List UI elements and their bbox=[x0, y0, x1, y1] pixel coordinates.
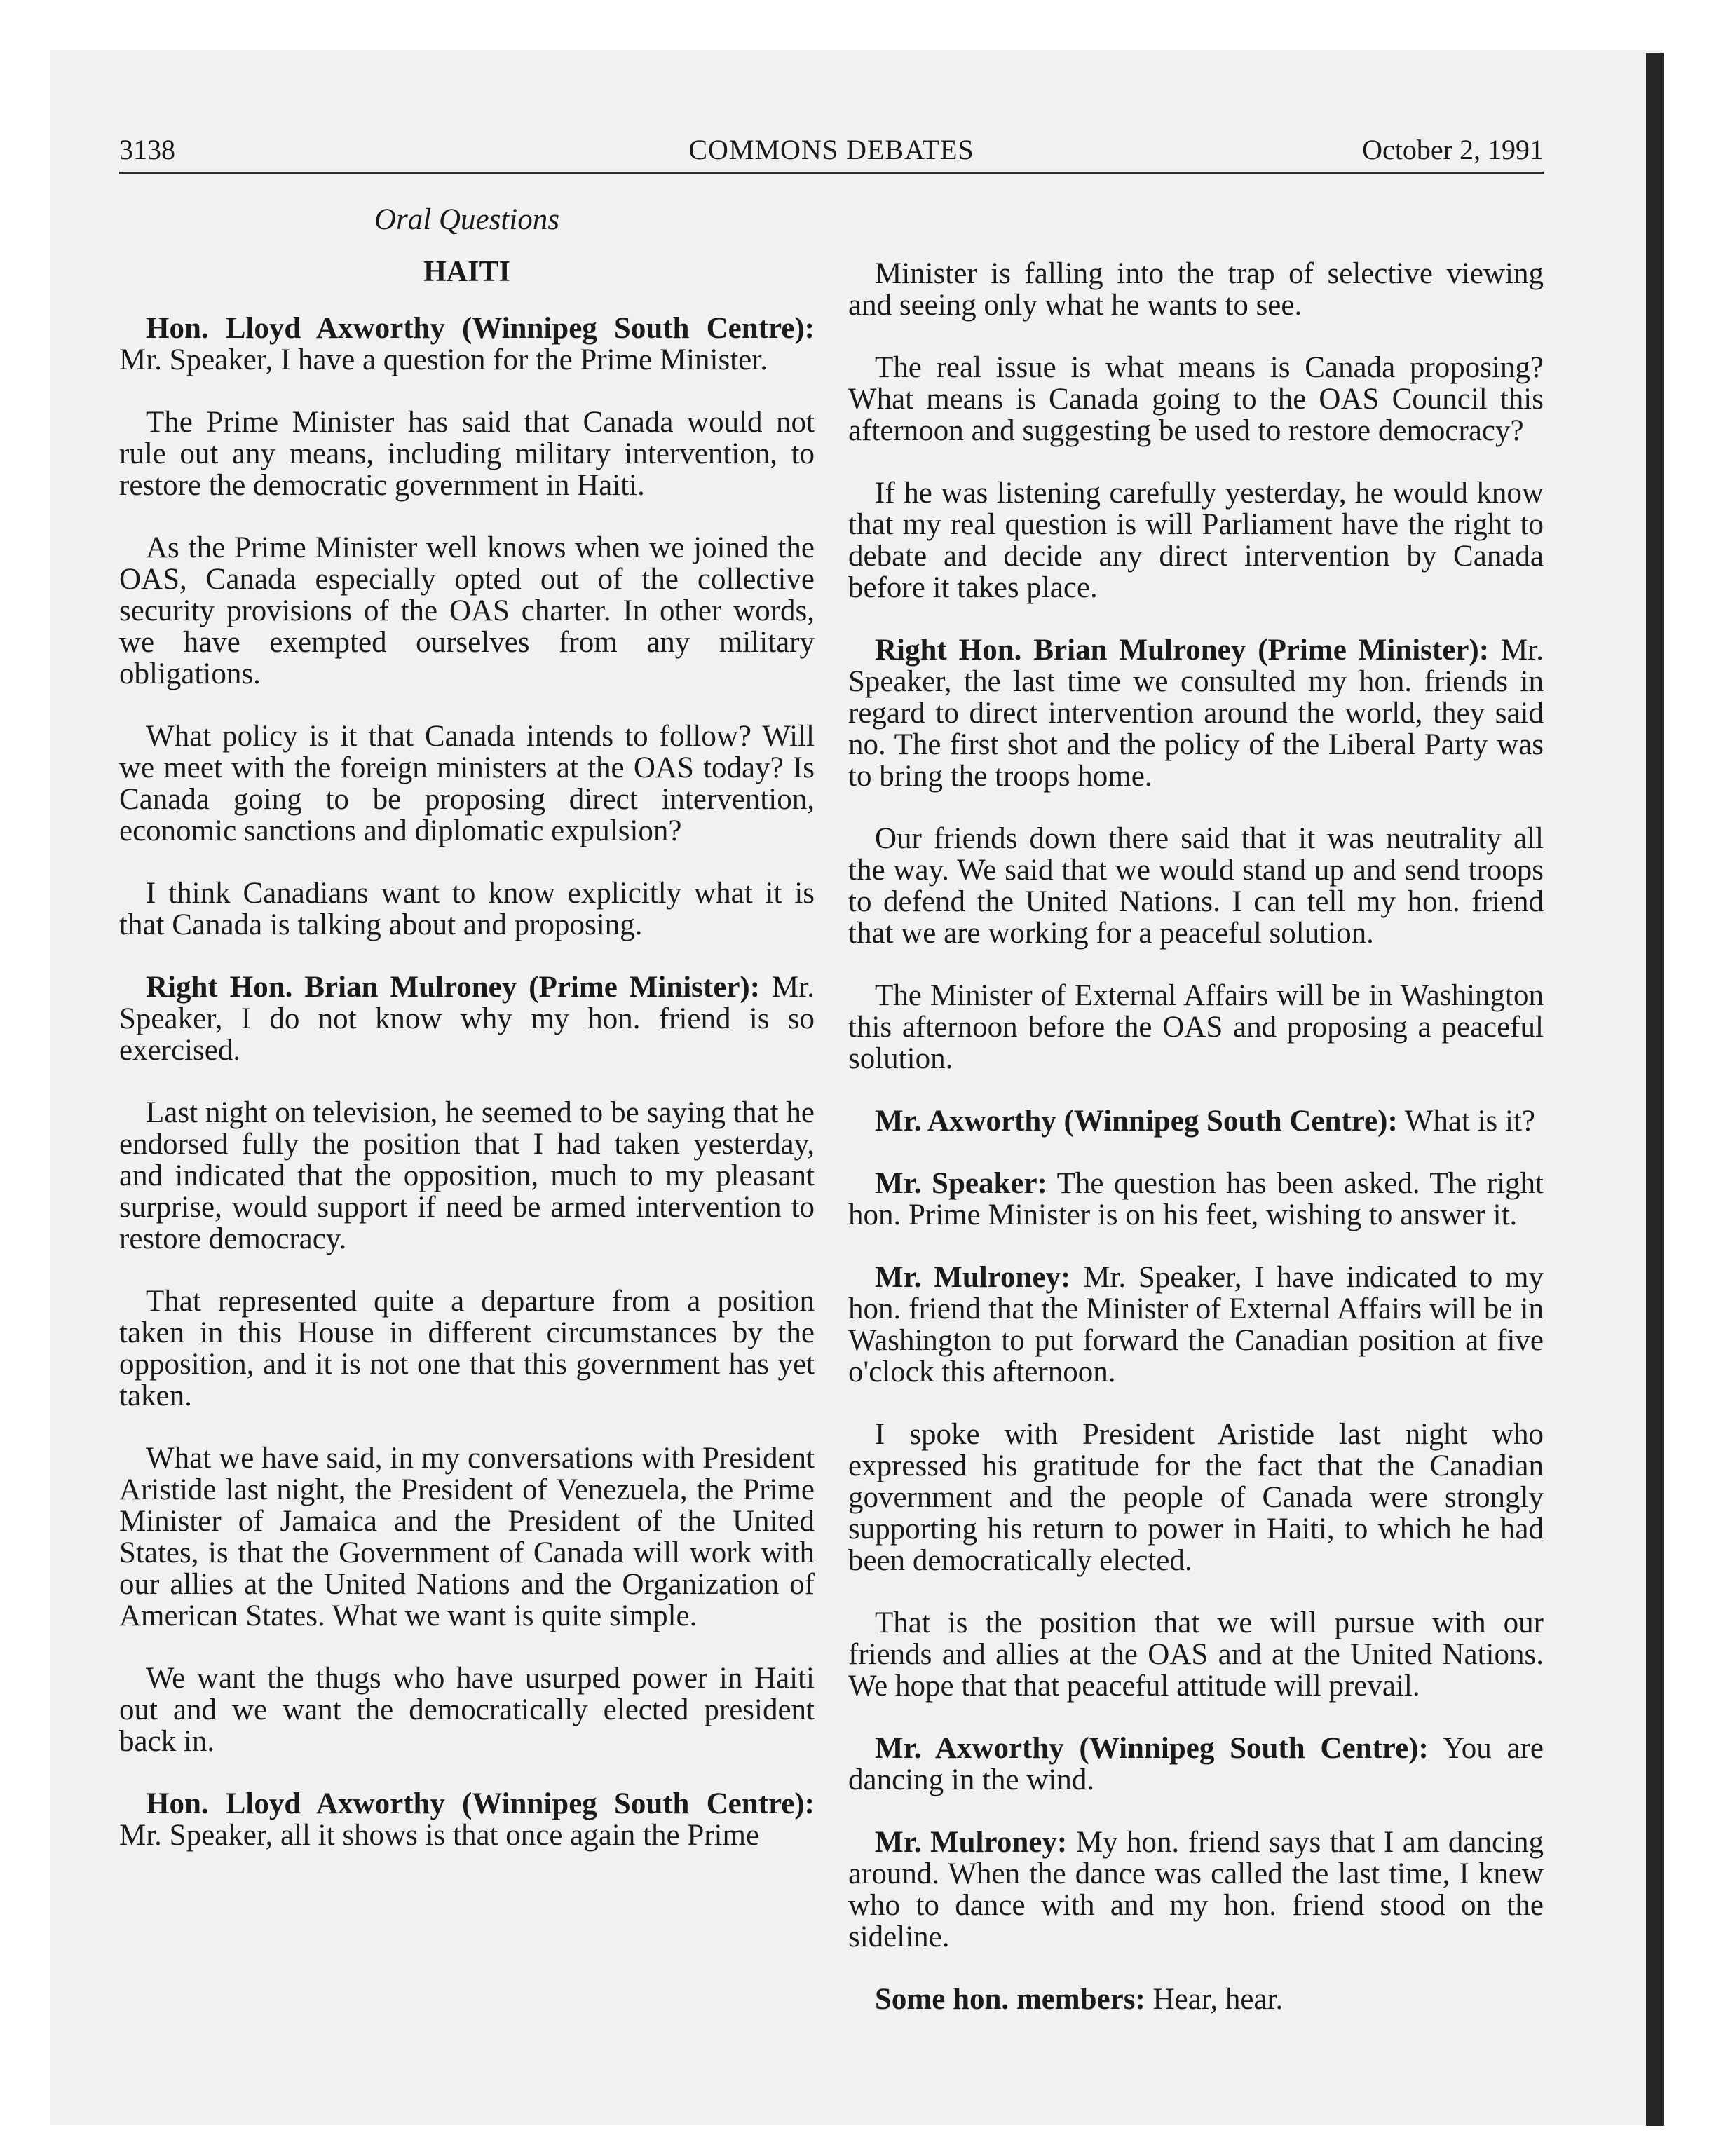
speech-text: What we have said, in my conversations with President Aristide last night, the President of Venezuela, the Prime Minister of Jamaica and the President of the United States, is that the Government of Canada will work with our allies at the United Nations and the Organization of American States. What we want is quite simple. bbox=[119, 1442, 815, 1632]
speech-text: If he was listening carefully yesterday, he would know that my real question is will Parliament have the right to debate and decide any direct intervention by Canada before it takes place. bbox=[848, 477, 1544, 604]
speech-text: That represented quite a departure from a position taken in this House in different circumstances by the opposition, and it is not one that this government has yet taken. bbox=[119, 1285, 815, 1412]
speech-text: Our friends down there said that it was neutrality all the way. We said that we would stand up and send troops to defend the United Nations. I can tell my hon. friend that we are working for a peaceful solution. bbox=[848, 822, 1544, 950]
speech-text: Hear, hear. bbox=[1145, 1983, 1284, 2016]
speech-text: Mr. Speaker, I have indicated to my hon. friend that the Minister of External Affairs will be in Washington to put forward the Canadian position at five o'clock this afternoon. bbox=[848, 1261, 1544, 1389]
running-title: COMMONS DEBATES bbox=[688, 134, 974, 165]
left-column bbox=[119, 203, 815, 1882]
speech-text: Mr. Speaker, I have a question for the Prime Minister. bbox=[119, 343, 768, 376]
speech-paragraph bbox=[848, 1168, 1544, 1231]
speech-paragraph bbox=[848, 352, 1544, 446]
speaker-name: Right Hon. Brian Mulroney (Prime Minister): bbox=[146, 971, 761, 1004]
speech-text: I spoke with President Aristide last night who expressed his gratitude for the fact that the Canadian government and the people of Canada were strongly supporting his return to power in Haiti, to which he had been democratically elected. bbox=[848, 1418, 1544, 1577]
speech-text: What policy is it that Canada intends to follow? Will we meet with the foreign ministers at the OAS today? Is Canada going to be proposing direct intervention, economic sanctions and diplomatic expulsion? bbox=[119, 720, 815, 847]
speech-paragraph bbox=[848, 1419, 1544, 1576]
speech-text: The real issue is what means is Canada proposing? What means is Canada going to the OAS Council this afternoon and suggesting be used to restore democracy? bbox=[848, 351, 1544, 447]
speech-paragraph bbox=[848, 980, 1544, 1074]
speech-text: I think Canadians want to know explicitly what it is that Canada is talking about and proposing. bbox=[119, 877, 815, 941]
section-label: Oral Questions bbox=[374, 203, 559, 236]
speech-paragraph bbox=[119, 1097, 815, 1255]
speech-paragraph bbox=[119, 407, 815, 501]
speech-paragraph bbox=[848, 1733, 1544, 1796]
speech-text: The question has been asked. The right hon. Prime Minister is on his feet, wishing to answer it. bbox=[848, 1167, 1544, 1231]
speech-text: Last night on television, he seemed to be saying that he endorsed fully the position that I had taken yesterday, and indicated that the opposition, much to my pleasant surprise, would support if need be armed intervention to restore democracy. bbox=[119, 1096, 815, 1255]
speech-paragraph bbox=[848, 1105, 1544, 1137]
speech-text: The Prime Minister has said that Canada would not rule out any means, including military intervention, to restore the democratic government in Haiti. bbox=[119, 406, 815, 502]
speech-text: Mr. Speaker, the last time we consulted my hon. friends in regard to direct intervention around the world, they said no. The first shot and the policy of the Liberal Party was to bring the troops home. bbox=[848, 634, 1544, 793]
speech-text: We want the thugs who have usurped power in Haiti out and we want the democratically elected president back in. bbox=[119, 1662, 815, 1758]
speech-paragraph bbox=[119, 878, 815, 941]
speech-text: Mr. Speaker, all it shows is that once again the Prime bbox=[119, 1819, 760, 1852]
speaker-name: Hon. Lloyd Axworthy (Winnipeg South Centre): bbox=[146, 312, 815, 345]
speech-paragraph bbox=[848, 1827, 1544, 1953]
right-paragraphs bbox=[848, 258, 1544, 2015]
speech-paragraph bbox=[119, 1663, 815, 1757]
speech-paragraph bbox=[848, 1607, 1544, 1702]
right-column bbox=[848, 258, 1544, 2046]
speech-paragraph bbox=[119, 721, 815, 847]
page-header bbox=[119, 133, 1544, 175]
speaker-name: Hon. Lloyd Axworthy (Winnipeg South Centre): bbox=[146, 1787, 815, 1820]
speech-paragraph bbox=[848, 477, 1544, 603]
speech-paragraph bbox=[119, 971, 815, 1066]
speaker-name: Mr. Mulroney: bbox=[875, 1826, 1068, 1859]
speaker-name: Some hon. members: bbox=[875, 1983, 1145, 2016]
speech-paragraph bbox=[119, 1285, 815, 1412]
speech-text: Minister is falling into the trap of selective viewing and seeing only what he wants to see. bbox=[848, 257, 1544, 322]
speaker-name: Mr. Mulroney: bbox=[875, 1261, 1071, 1294]
speech-paragraph bbox=[848, 1262, 1544, 1388]
speech-paragraph bbox=[848, 258, 1544, 321]
speech-text: My hon. friend says that I am dancing around. When the dance was called the last time, I knew who to dance with and my hon. friend stood on the sideline. bbox=[848, 1826, 1544, 1953]
speech-paragraph bbox=[119, 1442, 815, 1632]
speech-text: As the Prime Minister well knows when we joined the OAS, Canada especially opted out of the collective security provisions of the OAS charter. In other words, we have exempted ourselves from any military obligations. bbox=[119, 531, 815, 690]
speaker-name: Mr. Axworthy (Winnipeg South Centre): bbox=[875, 1105, 1398, 1138]
speaker-name: Right Hon. Brian Mulroney (Prime Minister): bbox=[875, 634, 1490, 667]
page-number: 3138 bbox=[119, 134, 175, 165]
speaker-name: Mr. Speaker: bbox=[875, 1167, 1047, 1200]
speech-paragraph bbox=[119, 313, 815, 376]
speech-text: Mr. Speaker, I do not know why my hon. friend is so exercised. bbox=[119, 971, 815, 1067]
speaker-name: Mr. Axworthy (Winnipeg South Centre): bbox=[875, 1732, 1429, 1765]
left-paragraphs bbox=[119, 313, 815, 1851]
speech-paragraph bbox=[848, 634, 1544, 792]
scan-edge-shadow bbox=[1646, 53, 1664, 2126]
speech-text: The Minister of External Affairs will be in Washington this afternoon before the OAS and proposing a peaceful solution. bbox=[848, 979, 1544, 1075]
header-rule bbox=[119, 172, 1544, 174]
section-title: HAITI bbox=[423, 256, 510, 288]
speech-text: What is it? bbox=[1397, 1105, 1536, 1138]
speech-text: You are dancing in the wind. bbox=[848, 1732, 1544, 1796]
speech-paragraph bbox=[848, 1984, 1544, 2015]
speech-paragraph bbox=[119, 532, 815, 690]
speech-paragraph bbox=[119, 1788, 815, 1851]
header-date: October 2, 1991 bbox=[1362, 134, 1544, 165]
speech-paragraph bbox=[848, 823, 1544, 949]
speech-text: That is the position that we will pursue with our friends and allies at the OAS and at the United Nations. We hope that that peaceful attitude will prevail. bbox=[848, 1606, 1544, 1703]
